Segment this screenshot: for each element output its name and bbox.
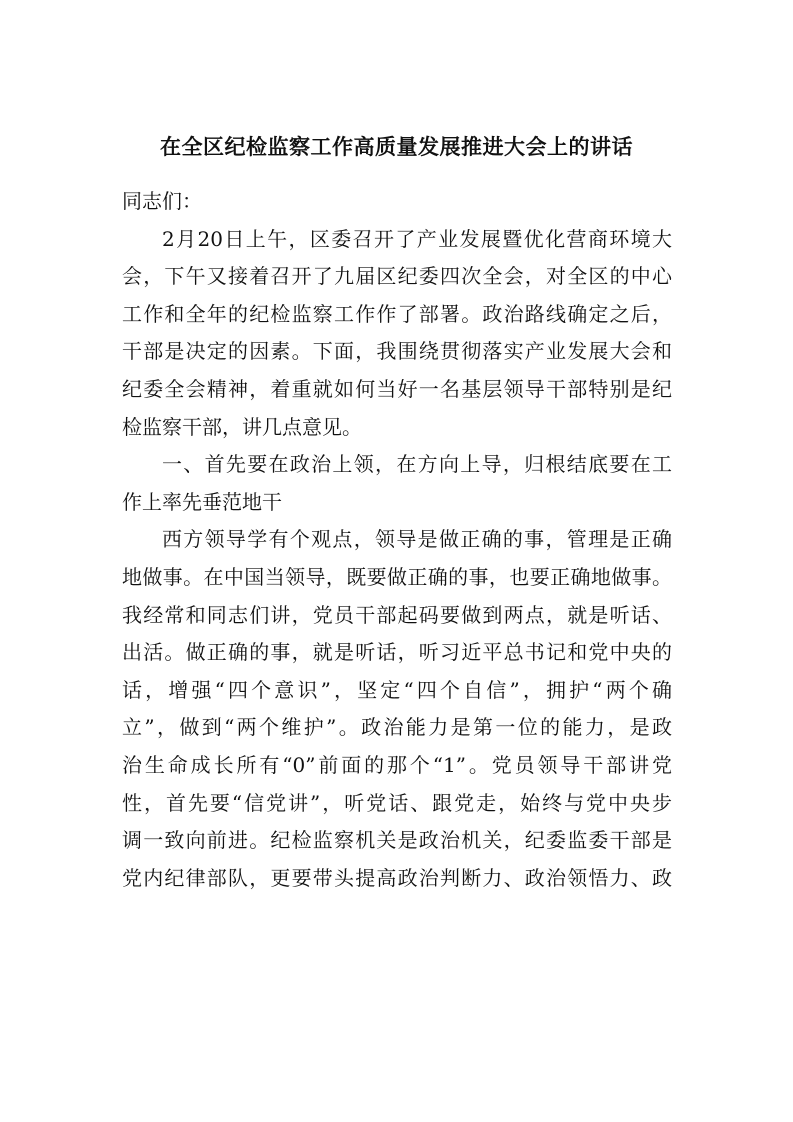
salutation: 同志们： (122, 189, 202, 213)
text-line: 检监察干部，讲几点意见。 (122, 414, 362, 439)
text-line: 我经常和同志们讲，党员干部起码要做到两点，就是听话、 (122, 602, 672, 627)
text-line: 治生命成长所有“0”前面的那个“1”。党员领导干部讲党 (122, 752, 672, 777)
text-line: 纪委全会精神，着重就如何当好一名基层领导干部特别是纪 (122, 376, 672, 401)
text-line: 话，增强“四个意识”，坚定“四个自信”，拥护“两个确 (122, 677, 672, 702)
text-line: 工作和全年的纪检监察工作作了部署。政治路线确定之后， (122, 301, 672, 326)
text-line: 调一致向前进。纪检监察机关是政治机关，纪委监委干部是 (122, 828, 672, 853)
document-body (122, 183, 672, 897)
section-heading-line: 一、首先要在政治上领，在方向上导，归根结底要在工 (162, 452, 672, 477)
document-title: 在全区纪检监察工作高质量发展推进大会上的讲话 (160, 134, 633, 159)
section-heading-line: 作上率先垂范地干 (122, 489, 282, 514)
text-line: 出活。做正确的事，就是听话，听习近平总书记和党中央的 (122, 640, 672, 665)
text-line: 2月20日上午，区委召开了产业发展暨优化营商环境大 (162, 226, 672, 251)
text-line: 性，首先要“信党讲”，听党话、跟党走，始终与党中央步 (122, 790, 672, 815)
text-line: 地做事。在中国当领导，既要做正确的事，也要正确地做事。 (122, 564, 672, 589)
text-line: 立”，做到“两个维护”。政治能力是第一位的能力，是政 (122, 715, 672, 740)
text-line: 党内纪律部队，更要带头提高政治判断力、政治领悟力、政 (122, 865, 672, 890)
text-line: 西方领导学有个观点，领导是做正确的事，管理是正确 (162, 527, 672, 552)
text-line: 会，下午又接着召开了九届区纪委四次全会，对全区的中心 (122, 264, 672, 289)
text-line: 干部是决定的因素。下面，我围绕贯彻落实产业发展大会和 (122, 339, 672, 364)
